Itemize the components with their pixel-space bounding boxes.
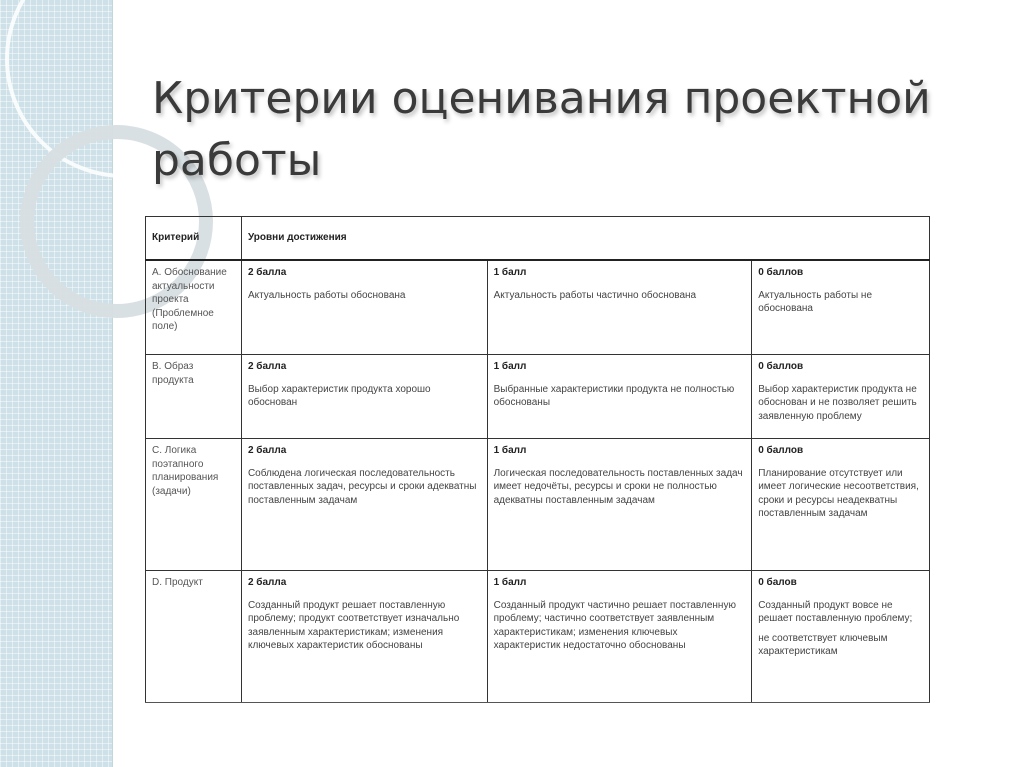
criterion-cell: С. Логика поэтапного планирования (задачи): [146, 439, 242, 571]
level-description: Актуальность работы не обоснована: [758, 289, 873, 314]
level-cell: [487, 260, 752, 355]
level-score: 1 балл: [493, 361, 527, 372]
level-description: Выбранные характеристики продукта не полностью обоснованы: [493, 383, 735, 408]
level-cell: [487, 439, 752, 571]
level-cell: [241, 571, 487, 703]
table-row: [146, 439, 930, 571]
level-cell: [752, 260, 930, 355]
level-score: 1 балл: [493, 445, 527, 456]
level-cell: [752, 439, 930, 571]
level-cell: [241, 260, 487, 355]
table-row: [146, 571, 930, 703]
table-header-row: [146, 217, 930, 261]
criteria-table: [145, 216, 930, 703]
level-score: 2 балла: [247, 445, 287, 456]
criterion-cell: D. Продукт: [146, 571, 242, 703]
level-score: 1 балл: [493, 267, 527, 278]
level-description: Актуальность работы обоснована: [247, 289, 406, 301]
slide-title: Критерии оценивания проектной работы: [152, 73, 931, 186]
level-description: Логическая последовательность поставленных задач имеет недочёты, ресурсы и сроки не полностью адекватны поставленным задачам: [493, 467, 743, 506]
level-description: Созданный продукт решает поставленную проблему; продукт соответствует изначально заявленным характеристикам; изменения ключевых характеристик обоснованы: [247, 599, 460, 651]
level-description: Выбор характеристик продукта не обоснован и не позволяет решить заявленную проблему: [758, 383, 917, 422]
level-description: Планирование отсутствует или имеет логические несоответствия, сроки и ресурсы неадекватны поставленным задачам: [758, 467, 919, 519]
level-score: 2 балла: [247, 361, 287, 372]
level-description: Актуальность работы частично обоснована: [493, 289, 697, 301]
level-score: 0 баллов: [758, 361, 804, 372]
level-description-part: Созданный продукт вовсе не решает поставленную проблему;: [758, 599, 913, 624]
table-row: [146, 355, 930, 439]
level-score: 1 балл: [493, 577, 527, 588]
level-description: [758, 599, 922, 659]
header-levels: Уровни достижения: [241, 217, 929, 261]
level-description: Созданный продукт частично решает поставленную проблему; частично соответствует заявленным характеристикам; изменения ключевых характеристик недостаточно обоснованы: [493, 599, 736, 651]
level-score: 0 баллов: [758, 267, 804, 278]
criterion-cell: В. Образ продукта: [146, 355, 242, 439]
level-description-part: не соответствует ключевым характеристикам: [758, 632, 888, 657]
level-score: 2 балла: [247, 267, 287, 278]
level-cell: [752, 355, 930, 439]
level-cell: [241, 355, 487, 439]
level-cell: [487, 355, 752, 439]
level-cell: [487, 571, 752, 703]
level-cell: [752, 571, 930, 703]
level-cell: [241, 439, 487, 571]
level-score: 2 балла: [247, 577, 287, 588]
level-score: 0 баллов: [758, 445, 804, 456]
level-description: Соблюдена логическая последовательность поставленных задач, ресурсы и сроки адекватны поставленным задачам: [247, 467, 477, 506]
table-row: [146, 260, 930, 355]
level-score: 0 балов: [758, 577, 797, 588]
level-description: Выбор характеристик продукта хорошо обоснован: [247, 383, 431, 408]
header-criterion: Критерий: [146, 217, 242, 261]
criterion-cell: А. Обоснование актуальности проекта (Проблемное поле): [146, 260, 242, 355]
